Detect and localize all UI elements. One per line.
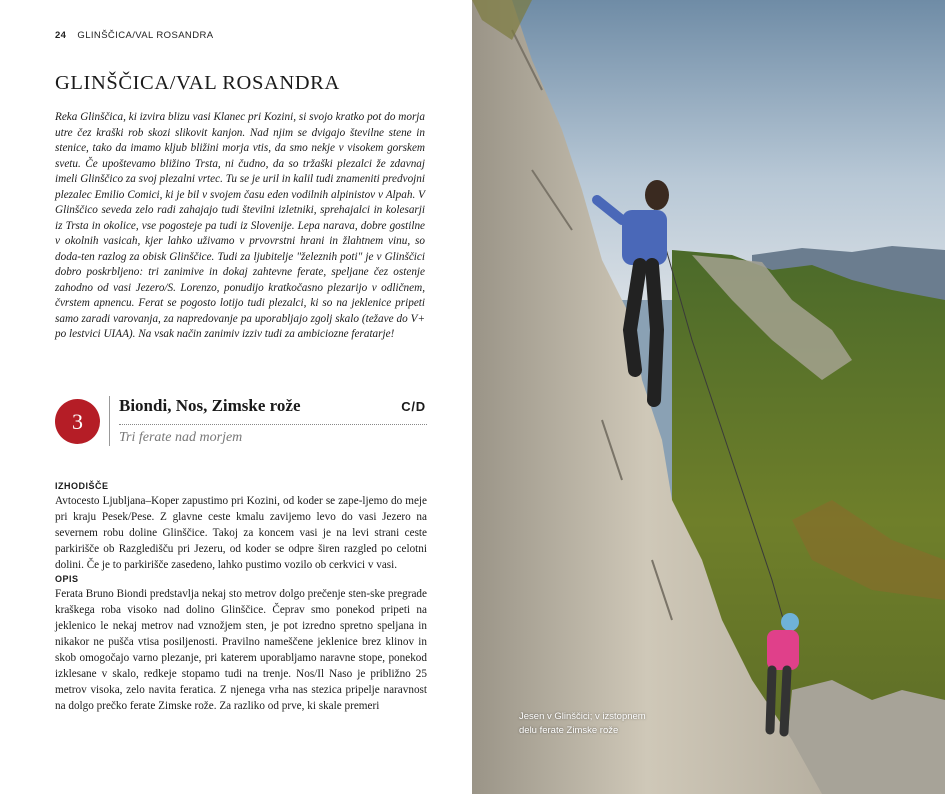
chapter-title: GLINŠČICA/VAL ROSANDRA [55,72,340,94]
dotted-rule [119,424,427,425]
start-heading: IZHODIŠČE [55,481,109,491]
route-body [55,480,427,714]
start-text: Avtocesto Ljubljana–Koper zapustimo pri Kozini, od koder se zape-ljemo do meje pri kraju Pesek/Pese. Z glavne ceste kmalu zavijemo levo do vasi Jezero na severnem robu doline Glinščice. Takoj za koncem vasi je na levi strani ceste parkirišče ob Razgledišču pri Jezeru, od koder se odpre širen razgled po celotni dolini. Če je to parkirišče zasedeno, lahko pustimo vozilo ob cerkvici v vasi. [55,495,427,571]
route-subtitle: Tri ferate nad morjem [119,430,243,445]
divider [109,396,110,446]
text-page [0,0,472,794]
route-number-badge: 3 [55,399,100,444]
route-name: Biondi, Nos, Zimske rože [119,396,301,415]
photo-caption: Jesen v Glinščici; v izstopnem delu ferate Zimske rože [519,711,646,736]
route-grade: C/D [401,399,426,414]
description-text: Ferata Bruno Biondi predstavlja nekaj sto metrov dolgo prečenje sten-ske pregrade kraškega roba visoko nad dolino Glinščice. Čeprav smo ponekod pripeti na jeklenico le nekaj metrov nad vznožjem sten, je pot izredno spretno speljana in nikakor ne pušča vtisa posiljenosti. Pravilno nameščene jeklenice brez klinov in skob omogočajo varno plezanje, pri katerem uporabljamo naravne stope, ponekod izklesane v skalo, redkeje stopamo tudi na trenje. Nos/Il Naso je približno 25 metrov visoka, zelo navita feratica. Z njenega vrha nas stezica pripelje naravnost na dolgo prečko ferate Zimske rože. Za razliko od prve, ki skale premeri [55,588,427,712]
page-number: 24 [55,30,67,41]
chapter-intro: Reka Glinščica, ki izvira blizu vasi Klanec pri Kozini, si svojo kratko pot do morja utre čez kraški rob skozi slikovit kanjon. Nad njim se dvigajo številne stene in stenice, tako da imamo kljub bližini morja vtis, da smo nekje v visokem gorskem svetu. Če upoštevamo bližino Trsta, ni čudno, da so tržaški plezalci že zdavnaj imeli Glinščico za svoj plezalni vrtec. Tu se je uril in kalil tudi znameniti predvojni plezalec Emilio Comici, ki je bil v svojem času eden vodilnih alpinistov v Alpah. V Glinščico seveda zelo radi zahajajo tudi številni izletniki, sprehajalci in kolesarji iz Trsta in okolice, vse pogosteje pa tudi iz Slovenije. Lepa narava, dobre gostilne v okolnih vasicah, kjer lahko uživamo v prvovrstni hrani in žlahtnem vinu, so doda-ten razlog za obisk Glinščice. Tudi za ljubitelje "železnih poti" je v Glinščici dobro poskrbljeno: tri zanimive in dokaj zahtevne ferate, speljane čez ostenje zahodno od vasi Jezero/S. Lorenzo, ponudijo kratkočasno plezarijo v odličnem, čvrstem apnencu. Ferat se pogosto lotijo tudi plezalci, ki so na jeklenice pripeti samo zaradi varovanja, za napredovanje pa uporabljajo zgolj skalo (težave do V+ po lestvici UIAA). Na vsak način zanimiv izziv tudi za ambiciozne feratarje! [55,111,425,340]
photo-illustration [472,0,945,794]
climbing-photo [472,0,945,794]
running-header [55,30,213,41]
running-title: GLINŠČICA/VAL ROSANDRA [77,30,214,41]
description-heading: OPIS [55,574,79,584]
